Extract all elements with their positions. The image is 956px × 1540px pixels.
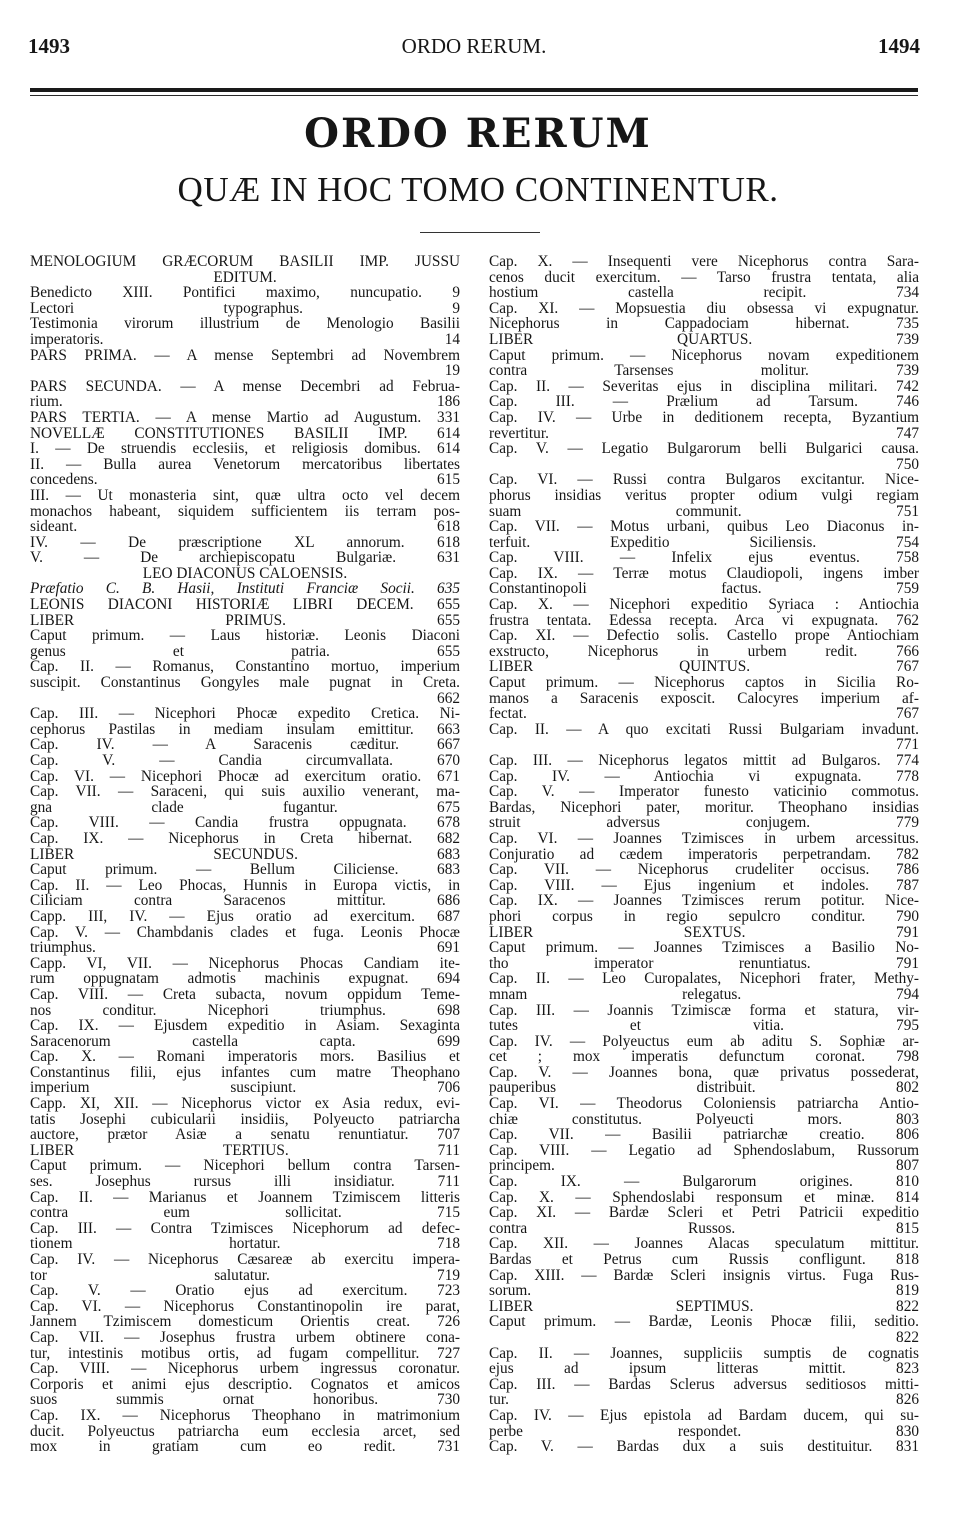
toc-line: Cap. III. — Contra Tzimisces Nicephorum ad defec- (30, 1219, 460, 1237)
page-title: ORDO RERUM (304, 110, 652, 157)
page-number-right: 1494 (878, 34, 920, 58)
toc-line: tur. 826 (489, 1391, 919, 1409)
toc-line: Cap. VIII. — Ejus ingenium et indoles. 787 (489, 876, 919, 894)
toc-line: Cap. IV. — A Saracenis cæditur. 667 (30, 736, 460, 754)
toc-line: Cap. II. — Leo Phocas, Hunnis in Europa victis, in (30, 876, 460, 894)
toc-line: Cap. IX. — Nicephorus Theophano in matrimonium (30, 1406, 460, 1424)
toc-line: revertitur. 747 (489, 424, 919, 442)
toc-line: Cap. III. — Joannis Tzimiscæ forma et statura, vir- (489, 1001, 919, 1019)
toc-line: Cap. VI. — Nicephorus Constantinopolin ire parat, (30, 1297, 460, 1315)
toc-line: chiæ constitutus. Polyeucti mors. 803 (489, 1110, 919, 1128)
toc-line: Caput primum. — Nicephori bellum contra Tarsen- (30, 1157, 460, 1175)
toc-line: mox in gratiam cum eo redit. 731 (30, 1438, 460, 1456)
toc-line: LEONIS DIACONI HISTORIÆ LIBRI DECEM. 655 (30, 596, 460, 614)
toc-line: genus et patria. 655 (30, 642, 460, 660)
toc-line: Cap. III. — Prælium ad Tarsum. 746 (489, 393, 919, 411)
toc-line: Cap. V. — Legatio Bulgarorum belli Bulgarici causa. (489, 440, 919, 458)
toc-line: Cap. IX. — Bulgarorum origines. 810 (489, 1173, 919, 1191)
toc-line: Cap. XI. — Mopsuestia diu obsessa vi expugnatur. (489, 299, 919, 317)
toc-line: cenos ducit exercitum. — Tarso frustra tentata, alia (489, 268, 919, 286)
toc-line: V. — De archiepiscopatu Bulgariæ. 631 (30, 549, 460, 567)
toc-line: exstructo, Nicephorus in urbem redit. 766 (489, 642, 919, 660)
toc-line: Caput primum. — Nicephorus novam expeditionem (489, 346, 919, 364)
toc-line: Capp. VI, VII. — Nicephorus Phocas Candiam ite- (30, 954, 460, 972)
toc-line: principem. 807 (489, 1157, 919, 1175)
toc-line: ses. Josephus rursus illi insidiatur. 711 (30, 1173, 460, 1191)
toc-line: 750 (896, 455, 919, 473)
toc-line: LIBER SECUNDUS. 683 (30, 845, 460, 863)
toc-line: Caput primum. — Laus historiæ. Leonis Diaconi (30, 627, 460, 645)
toc-line: suos summis ornat honoribus. 730 (30, 1391, 460, 1409)
toc-line: phorus insidias veritus propter odium vulgi regiam (489, 486, 919, 504)
toc-line: III. — Ut monasteria sint, quæ ultra octo vel decem (30, 486, 460, 504)
toc-line: Cap. X. — Sphendoslabi responsum et minæ. 814 (489, 1188, 919, 1206)
toc-line: Cap. XI. — Bardæ Scleri et Petri Patricii expeditio (489, 1204, 919, 1222)
toc-line: IV. — De præscriptione XL annorum. 618 (30, 533, 460, 551)
toc-line: nos conditur. Nicephori triumphus. 698 (30, 1001, 460, 1019)
toc-line: Caput primum. — Bardæ, Leonis Phocæ filii, seditio. (489, 1313, 919, 1331)
toc-line: Cap. IX. — Ejusdem expeditio in Asiam. Sexaginta (30, 1017, 460, 1035)
toc-line: rum oppugnatam admotis machinis expugnat. 694 (30, 970, 460, 988)
toc-line: contra Tarsenses molitur. 739 (489, 362, 919, 380)
toc-line: Cap. VII. — Josephus frustra urbem obtinere cona- (30, 1328, 460, 1346)
toc-line: Cap. VI. — Nicephori Phocæ ad exercitum oratio. 671 (30, 767, 460, 785)
toc-line: Cap. X. — Insequenti vere Nicephorus contra Sara- (489, 253, 919, 270)
toc-line: LIBER TERTIUS. 711 (30, 1141, 460, 1159)
toc-line: PARS TERTIA. — A mense Martio ad Augustum. 331 (30, 408, 460, 426)
toc-line: Lectori typographus. 9 (30, 299, 460, 317)
toc-line: manos a Saracenis exposcit. Calocyres imperium af- (489, 689, 919, 707)
toc-line: contra eum sollicitat. 715 (30, 1204, 460, 1222)
toc-line: concedens. 615 (30, 471, 460, 489)
toc-line: Cap. VIII. — Infelix ejus eventus. 758 (489, 549, 919, 567)
toc-line: Saracenorum castella capta. 699 (30, 1032, 460, 1050)
page-subtitle: QUÆ IN HOC TOMO CONTINENTUR. (177, 170, 779, 209)
toc-line: Nicephorus in Cappadociam hibernat. 735 (489, 315, 919, 333)
toc-line: Cap. V. — Chambdanis clades et fuga. Leonis Phocæ (30, 923, 460, 941)
toc-line: Cap. II. — Romanus, Constantino mortuo, imperium (30, 658, 460, 676)
toc-line: Caput primum. — Bellum Ciliciense. 683 (30, 861, 460, 879)
toc-line: rium. 186 (30, 393, 460, 411)
toc-line: phori corpus in regio sepulcro conditur. 790 (489, 907, 919, 925)
title-divider (420, 232, 540, 233)
toc-line: NOVELLÆ CONSTITUTIONES BASILII IMP. 614 (30, 424, 460, 442)
toc-line: Cap. VII. — Saraceni, qui suis auxilio venerant, ma- (30, 783, 460, 801)
toc-line: Cap. II. — Joannes, suppliciis sumptis de cognatis (489, 1344, 919, 1362)
toc-line: cephorus Pastilas in mediam insulam emittitur. 663 (30, 720, 460, 738)
toc-line: monachos habeant, siquidem sufficientem iis terram pos- (30, 502, 460, 520)
toc-line: Cap. IV. — Ejus epistola ad Bardam ducem, qui su- (489, 1406, 919, 1424)
toc-line: struit adversus conjugem. 779 (489, 814, 919, 832)
toc-line: tor salutatur. 719 (30, 1266, 460, 1284)
toc-line: Cap. VIII. — Legatio ad Sphendoslabum, Russorum (489, 1141, 919, 1159)
right-column (489, 254, 919, 1455)
toc-line: perbe respondet. 830 (489, 1422, 919, 1440)
toc-line: Cap. II. — A quo excitati Russi Bulgariam invadunt. (489, 720, 919, 738)
toc-line: Conjuratio ad cædem imperatoris perpetrandam. 782 (489, 845, 919, 863)
toc-line: imperatoris. 14 (30, 330, 460, 348)
toc-line: Cap. X. — Romani imperatoris mors. Basilius et (30, 1048, 460, 1066)
toc-line: auctore, prætor Asiæ a senatu renuntiatur. 707 (30, 1126, 460, 1144)
toc-line: Cap. III. — Nicephori Phocæ expedito Cretica. Ni- (30, 705, 460, 723)
toc-line: Cap. V. — Bardas dux a suis destituitur. 831 (489, 1438, 919, 1456)
toc-line: suscipit. Constantinus Gongyles male pugnat in Creta. (30, 674, 460, 692)
toc-line: suam communit. 751 (489, 502, 919, 520)
toc-line: Cap. II. — Leo Curopalates, Nicephori frater, Methy- (489, 970, 919, 988)
toc-line: Cap. IX. — Joannes Tzimisces rerum potitur. Nice- (489, 892, 919, 910)
toc-line: hostium castella recipit. 734 (489, 284, 919, 302)
left-column (30, 254, 460, 1455)
toc-line: LIBER QUINTUS. 767 (489, 658, 919, 676)
toc-line: 822 (896, 1328, 919, 1346)
toc-line: Capp. XI, XII. — Nicephorus victor ex Asia redux, evi- (30, 1095, 460, 1113)
toc-line: pauperibus distribuit. 802 (489, 1079, 919, 1097)
toc-line: tutes et vitia. 795 (489, 1017, 919, 1035)
running-title: ORDO RERUM. (401, 34, 547, 58)
toc-line: Caput primum. — Joannes Tzimisces a Basilio No- (489, 939, 919, 957)
toc-line: terfuit. Expeditio Siciliensis. 754 (489, 533, 919, 551)
toc-line: Cap. V. — Joannes bona, quæ privatus possederat, (489, 1063, 919, 1081)
toc-line: Bardas et Petrus cum Russis confligunt. 818 (489, 1251, 919, 1268)
toc-line: Cap. XIII. — Bardæ Scleri insignis virtus. Fuga Rus- (489, 1266, 919, 1284)
toc-line: II. — Bulla aurea Venetorum mercatoribus libertates (30, 455, 460, 473)
toc-line: Cap. XI. — Defectio solis. Castello prope Antiochiam (489, 627, 919, 645)
toc-line: Cap. II. — Severitas ejus in disciplina militari. 742 (489, 377, 919, 395)
toc-line: gna clade fugantur. 675 (30, 798, 460, 816)
toc-line: Cap. III. — Nicephorus legatos mittit ad Bulgaros. 774 (489, 752, 919, 769)
toc-line: Cap. VII. — Nicephorus crudeliter occisus. 786 (489, 861, 919, 879)
toc-line: EDITUM. (213, 268, 277, 286)
toc-line: I. — De struendis ecclesiis, et religiosis domibus. 614 (30, 440, 460, 458)
toc-line: ejus ad ipsum litteras mittit. 823 (489, 1360, 919, 1378)
toc-line: 19 (444, 362, 460, 380)
toc-line: Ciliciam contra Saracenos mittitur. 686 (30, 892, 460, 910)
toc-line: mnam relegatus. 794 (489, 985, 919, 1003)
toc-line: tur, intestinis motibus ortis, ad fugam compellitur. 727 (30, 1344, 460, 1362)
toc-line: LIBER PRIMUS. 655 (30, 611, 460, 629)
toc-line: Cap. VIII. — Nicephorus urbem ingressus coronatur. (30, 1360, 460, 1378)
toc-line: Cap. X. — Nicephori expeditio Syriaca : Antiochia (489, 596, 919, 614)
toc-line: frustra tentata. Edessa recepta. Arca vi expugnata. 762 (489, 611, 919, 629)
toc-line: LIBER SEPTIMUS. 822 (489, 1297, 919, 1315)
toc-line: Cap. V. — Candia circumvallata. 670 (30, 752, 460, 769)
header-rule (30, 86, 918, 98)
toc-line: Cap. VIII. — Candia frustra oppugnata. 678 (30, 814, 460, 832)
toc-line: Cap. IV. — Antiochia vi expugnata. 778 (489, 767, 919, 785)
toc-line: LEO DIACONUS CALOENSIS. (142, 564, 348, 582)
toc-line: fectat. 767 (489, 705, 919, 723)
toc-line: Cap. VIII. — Creta subacta, novum oppidum Teme- (30, 985, 460, 1003)
toc-line: Cap. IX. — Nicephorus in Creta hibernat. 682 (30, 829, 460, 847)
toc-line: imperium suscipiunt. 706 (30, 1079, 460, 1097)
toc-line: LIBER SEXTUS. 791 (489, 923, 919, 941)
toc-line: Cap. IV. — Nicephorus Cæsareæ ab exercitu impera- (30, 1251, 460, 1268)
toc-line: PARS PRIMA. — A mense Septembri ad Novembrem (30, 346, 460, 364)
toc-line: 662 (437, 689, 460, 707)
toc-line: Cap. VI. — Russi contra Bulgaros excitantur. Nice- (489, 471, 919, 489)
toc-line: PARS SECUNDA. — A mense Decembri ad Februa- (30, 377, 460, 395)
toc-line: Cap. III. — Bardas Sclerus adversus seditiosos mitti- (489, 1375, 919, 1393)
toc-line: Corporis et animi ejus descriptio. Cognatos et amicos (30, 1375, 460, 1393)
toc-line: Cap. XII. — Joannes Alacas speculatum mittitur. (489, 1235, 919, 1253)
toc-line: Testimonia virorum illustrium de Menologio Basilii (30, 315, 460, 333)
toc-line: Cap. IV. — Urbe in deditionem recepta, Byzantium (489, 408, 919, 426)
toc-line: Benedicto XIII. Pontifici maximo, nuncupatio. 9 (30, 284, 460, 302)
toc-line: Bardas, Nicephori pater, moritur. Theophano insidias (489, 798, 919, 816)
page-number-left: 1493 (28, 34, 70, 58)
toc-line: Cap. V. — Imperator funesto vaticinio commotus. (489, 783, 919, 801)
toc-line: Præfatio C. B. Hasii, Instituti Franciæ Socii. 635 (30, 580, 460, 598)
toc-line: Cap. IV. — Polyeuctus eum ab aditu S. Sophiæ ar- (489, 1032, 919, 1050)
toc-line: sideant. 618 (30, 518, 460, 536)
toc-line: 771 (896, 736, 919, 754)
toc-line: sorum. 819 (489, 1282, 919, 1300)
toc-line: tho imperator renuntiatus. 791 (489, 954, 919, 972)
toc-line: tatis Josephi cubicularii insidiis, Polyeucto patriarcha (30, 1110, 460, 1128)
toc-line: Cap. VII. — Motus urbani, quibus Leo Diaconus in- (489, 518, 919, 536)
toc-line: ducit. Polyeuctus patriarcha eum ecclesia arcet, sed (30, 1422, 460, 1440)
toc-line: Cap. V. — Oratio ejus ad exercitum. 723 (30, 1282, 460, 1300)
toc-line: Capp. III, IV. — Ejus oratio ad exercitum. 687 (30, 907, 460, 925)
toc-line: Jannem Tzimiscem domesticum Orientis creat. 726 (30, 1313, 460, 1331)
toc-line: Cap. VI. — Theodorus Coloniensis patriarcha Antio- (489, 1095, 919, 1113)
toc-line: Cap. VII. — Basilii patriarchæ creatio. 806 (489, 1126, 919, 1144)
toc-line: MENOLOGIUM GRÆCORUM BASILII IMP. JUSSU (30, 253, 460, 270)
toc-line: cet ; mox imperatis defunctum coronat. 798 (489, 1048, 919, 1066)
toc-line: triumphus. 691 (30, 939, 460, 957)
toc-line: Cap. II. — Marianus et Joannem Tzimiscem litteris (30, 1188, 460, 1206)
toc-line: contra Russos. 815 (489, 1219, 919, 1237)
toc-line: Caput primum. — Nicephorus captos in Sicilia Ro- (489, 674, 919, 692)
toc-line: Cap. IX. — Terræ motus Claudiopoli, ingens imber (489, 564, 919, 582)
toc-line: Constantinopoli factus. 759 (489, 580, 919, 598)
toc-line: tionem hortatur. 718 (30, 1235, 460, 1253)
toc-line: Constantinus filii, ejus infantes cum matre Theophano (30, 1063, 460, 1081)
toc-line: Cap. VI. — Joannes Tzimisces in urbem arcessitus. (489, 829, 919, 847)
toc-line: LIBER QUARTUS. 739 (489, 330, 919, 348)
page-header (28, 34, 920, 64)
